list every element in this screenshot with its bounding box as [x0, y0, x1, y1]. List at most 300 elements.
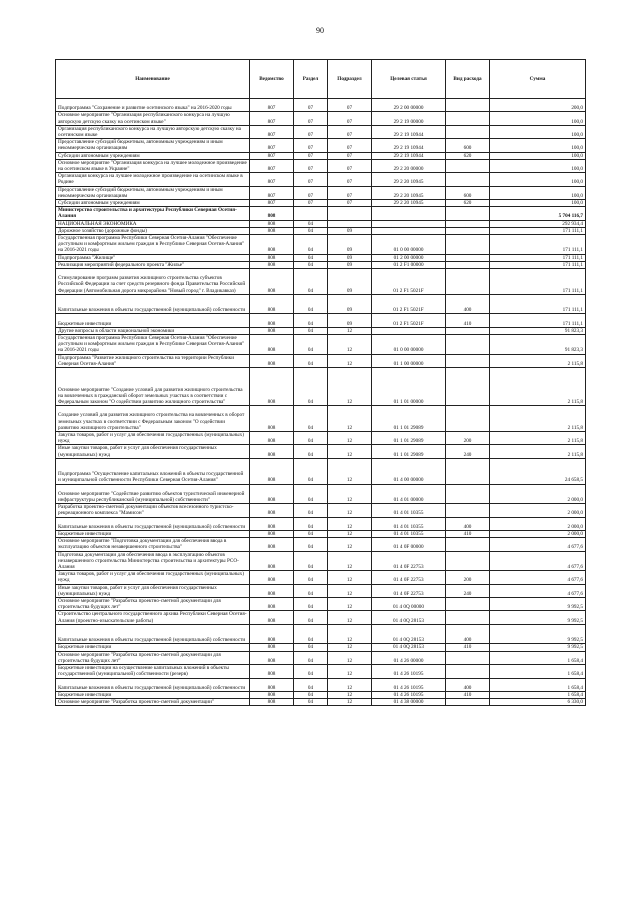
- cell-target: 29 2 20 00000: [372, 159, 446, 172]
- table-row: [56, 152, 586, 159]
- cell-exp-type: [446, 551, 490, 571]
- cell-target: 01 4 0F 22753: [372, 584, 446, 597]
- table-row: [56, 159, 586, 172]
- cell-exp-type: 200: [446, 432, 490, 445]
- table-row: [56, 235, 586, 255]
- cell-dept: 808: [250, 354, 294, 367]
- cell-amount: 171 111,1: [490, 261, 586, 268]
- cell-amount: 2 000,0: [490, 504, 586, 517]
- cell-section: 07: [294, 186, 328, 199]
- cell-subsection: 12: [328, 368, 372, 406]
- cell-exp-type: [446, 235, 490, 255]
- cell-target: 01 4 38 00000: [372, 699, 446, 706]
- table-row: [56, 406, 586, 432]
- cell-section: 04: [294, 432, 328, 445]
- table-row: [56, 269, 586, 295]
- cell-amount: 100,0: [490, 139, 586, 152]
- cell-amount: 100,0: [490, 173, 586, 186]
- cell-exp-type: [446, 261, 490, 268]
- cell-section: 04: [294, 254, 328, 261]
- cell-dept: 808: [250, 406, 294, 432]
- header-section: Раздел: [294, 60, 328, 99]
- cell-section: 04: [294, 368, 328, 406]
- cell-name: Закупка товаров, работ и услуг для обеспечения государственных (муниципальных) нужд: [56, 432, 250, 445]
- table-row: [56, 207, 586, 220]
- table-row: [56, 678, 586, 691]
- table-row: [56, 432, 586, 445]
- cell-dept: 808: [250, 551, 294, 571]
- cell-section: 04: [294, 651, 328, 664]
- cell-amount: 2 115,8: [490, 354, 586, 367]
- cell-section: 04: [294, 335, 328, 355]
- cell-exp-type: [446, 665, 490, 678]
- cell-section: 04: [294, 504, 328, 517]
- cell-dept: 808: [250, 598, 294, 611]
- cell-subsection: 07: [328, 152, 372, 159]
- cell-exp-type: 200: [446, 571, 490, 584]
- cell-exp-type: 410: [446, 314, 490, 327]
- cell-section: 07: [294, 139, 328, 152]
- cell-subsection: 12: [328, 335, 372, 355]
- cell-subsection: 12: [328, 584, 372, 597]
- cell-exp-type: [446, 335, 490, 355]
- cell-name: Создание условий для развития жилищного строительства на вовлеченных в оборот земельных участках в соответствии с Федеральным законом "О содействии развитию жилищного строительства": [56, 406, 250, 432]
- cell-name: Основное мероприятие "Создание условий для развития жилищного строительства на вовлеченных в гражданский оборот земельных участках в соответствии с Федеральным законом "О содействии развитию жилищного строительства": [56, 368, 250, 406]
- cell-subsection: 12: [328, 699, 372, 706]
- cell-amount: 6 330,0: [490, 699, 586, 706]
- header-name: Наименование: [56, 60, 250, 99]
- cell-exp-type: [446, 484, 490, 504]
- cell-amount: 2 000,0: [490, 531, 586, 538]
- table-row: [56, 458, 586, 484]
- cell-subsection: [328, 207, 372, 220]
- cell-name: Закупка товаров, работ и услуг для обеспечения государственных (муниципальных) нужд: [56, 571, 250, 584]
- cell-dept: 808: [250, 571, 294, 584]
- table-row: [56, 611, 586, 624]
- cell-dept: 808: [250, 235, 294, 255]
- cell-amount: 9 992,5: [490, 644, 586, 651]
- cell-exp-type: [446, 207, 490, 220]
- cell-section: 07: [294, 173, 328, 186]
- cell-dept: 808: [250, 458, 294, 484]
- cell-target: 01 4 0Q 00000: [372, 598, 446, 611]
- cell-target: 01 0 00 00000: [372, 235, 446, 255]
- cell-dept: 808: [250, 432, 294, 445]
- cell-section: 04: [294, 538, 328, 551]
- cell-target: 01 1 01 00000: [372, 368, 446, 406]
- cell-exp-type: [446, 368, 490, 406]
- cell-subsection: 12: [328, 665, 372, 678]
- cell-exp-type: 240: [446, 584, 490, 597]
- table-row: [56, 200, 586, 207]
- cell-target: 01 4 0F 22753: [372, 571, 446, 584]
- table-row: [56, 368, 586, 406]
- cell-dept: 807: [250, 173, 294, 186]
- cell-target: [372, 207, 446, 220]
- cell-exp-type: 620: [446, 200, 490, 207]
- cell-amount: 171 111,1: [490, 235, 586, 255]
- cell-name: Бюджетные инвестиции: [56, 691, 250, 698]
- cell-subsection: 09: [328, 254, 372, 261]
- cell-amount: 1 658,4: [490, 691, 586, 698]
- cell-dept: 808: [250, 691, 294, 698]
- cell-section: 04: [294, 354, 328, 367]
- cell-dept: 807: [250, 112, 294, 125]
- table-row: [56, 173, 586, 186]
- cell-name: Строительство центрального государственного архива Республики Северная Осетия-Алания (проектно-изыскательские работы): [56, 611, 250, 624]
- cell-amount: 2 115,8: [490, 406, 586, 432]
- cell-subsection: 12: [328, 432, 372, 445]
- cell-dept: 808: [250, 207, 294, 220]
- header-amount: Сумма: [490, 60, 586, 99]
- cell-subsection: [328, 220, 372, 227]
- cell-section: 04: [294, 584, 328, 597]
- cell-subsection: 12: [328, 571, 372, 584]
- cell-exp-type: 400: [446, 624, 490, 644]
- budget-table: [55, 59, 586, 706]
- cell-subsection: 12: [328, 484, 372, 504]
- table-row: [56, 125, 586, 138]
- cell-target: 01 4 26 00000: [372, 651, 446, 664]
- cell-subsection: 12: [328, 651, 372, 664]
- cell-amount: 171 111,1: [490, 254, 586, 261]
- cell-exp-type: [446, 699, 490, 706]
- cell-name: Основное мероприятие "Содействие развитию объектов туристической инженерной инфраструктуры республиканской (муниципальной) собственности": [56, 484, 250, 504]
- cell-exp-type: 410: [446, 691, 490, 698]
- cell-target: 29 2 19 00000: [372, 112, 446, 125]
- cell-exp-type: [446, 254, 490, 261]
- cell-section: 04: [294, 644, 328, 651]
- cell-name: Основное мероприятие "Разработка проектно-сметной документации для строительства будущих лет": [56, 598, 250, 611]
- cell-amount: 1 658,4: [490, 665, 586, 678]
- cell-section: 04: [294, 327, 328, 334]
- cell-subsection: 12: [328, 458, 372, 484]
- cell-amount: 2 115,8: [490, 445, 586, 458]
- table-row: [56, 665, 586, 678]
- cell-subsection: 07: [328, 200, 372, 207]
- cell-exp-type: [446, 159, 490, 172]
- cell-target: 29 2 19 10944: [372, 152, 446, 159]
- table-row: [56, 186, 586, 199]
- cell-name: Бюджетные инвестиции: [56, 314, 250, 327]
- cell-target: 01 2 00 00000: [372, 254, 446, 261]
- cell-amount: 1 658,4: [490, 678, 586, 691]
- cell-subsection: 09: [328, 269, 372, 295]
- cell-name: Организация конкурса на лучшее молодежное произведение на осетинском языке в Родине: [56, 173, 250, 186]
- cell-dept: 808: [250, 445, 294, 458]
- cell-section: 04: [294, 571, 328, 584]
- cell-subsection: 09: [328, 261, 372, 268]
- cell-amount: 100,0: [490, 152, 586, 159]
- cell-amount: 2 115,8: [490, 432, 586, 445]
- cell-amount: 100,0: [490, 112, 586, 125]
- cell-amount: 100,0: [490, 159, 586, 172]
- cell-name: Предоставление субсидий бюджетным, автономным учреждениям и иным некоммерческим организациям: [56, 139, 250, 152]
- cell-dept: 807: [250, 152, 294, 159]
- table-row: [56, 651, 586, 664]
- cell-subsection: 07: [328, 125, 372, 138]
- cell-exp-type: 240: [446, 445, 490, 458]
- header-exp-type: Вид расхода: [446, 60, 490, 99]
- cell-dept: 808: [250, 368, 294, 406]
- cell-dept: 808: [250, 254, 294, 261]
- table-row: [56, 517, 586, 530]
- cell-section: 04: [294, 611, 328, 624]
- cell-dept: 808: [250, 644, 294, 651]
- header-subsection: Подраздел: [328, 60, 372, 99]
- cell-exp-type: 620: [446, 152, 490, 159]
- cell-section: 07: [294, 99, 328, 112]
- cell-section: 04: [294, 261, 328, 268]
- cell-name: Подготовка документации для обеспечения ввода в эксплуатацию объектов незавершенного строительства Министерства строительства и архитектуры РСО-Алания: [56, 551, 250, 571]
- cell-name: Государственная программа Республики Северная Осетия-Алания "Обеспечение доступным и комфортным жильем граждан в Республике Северная Осетия-Алания" на 2016-2021 годы: [56, 235, 250, 255]
- cell-target: 01 1 01 29089: [372, 406, 446, 432]
- cell-dept: 808: [250, 699, 294, 706]
- cell-amount: 9 992,5: [490, 611, 586, 624]
- cell-amount: 171 111,1: [490, 227, 586, 234]
- cell-name: Бюджетные инвестиции: [56, 531, 250, 538]
- table-row: [56, 504, 586, 517]
- cell-amount: 171 111,1: [490, 314, 586, 327]
- cell-name: Иные закупки товаров, работ и услуг для обеспечения государственных (муниципальных) нужд: [56, 445, 250, 458]
- cell-dept: 807: [250, 125, 294, 138]
- cell-exp-type: [446, 354, 490, 367]
- cell-amount: 24 658,5: [490, 458, 586, 484]
- cell-subsection: 09: [328, 314, 372, 327]
- cell-target: 01 0 00 00000: [372, 335, 446, 355]
- cell-subsection: 09: [328, 227, 372, 234]
- table-row: [56, 584, 586, 597]
- cell-dept: 808: [250, 504, 294, 517]
- cell-subsection: 07: [328, 99, 372, 112]
- cell-amount: 9 992,5: [490, 624, 586, 644]
- cell-section: 04: [294, 691, 328, 698]
- cell-name: Организация республиканского конкурса на лучшую авторскую детскую сказку на осетинском языке: [56, 125, 250, 138]
- table-row: [56, 139, 586, 152]
- cell-dept: 808: [250, 314, 294, 327]
- cell-dept: 808: [250, 538, 294, 551]
- table-row: [56, 624, 586, 644]
- cell-subsection: 12: [328, 678, 372, 691]
- cell-dept: 808: [250, 227, 294, 234]
- header-dept: Ведомство: [250, 60, 294, 99]
- cell-exp-type: [446, 220, 490, 227]
- cell-target: 01 4 0Q 28153: [372, 644, 446, 651]
- cell-target: 01 4 01 10355: [372, 504, 446, 517]
- cell-name: Подпрограмма "Сохранение и развитие осетинского языка" на 2016-2020 годы: [56, 99, 250, 112]
- cell-dept: 808: [250, 484, 294, 504]
- cell-dept: 807: [250, 139, 294, 152]
- cell-subsection: 07: [328, 159, 372, 172]
- table-row: [56, 571, 586, 584]
- cell-target: [372, 227, 446, 234]
- cell-amount: 171 111,1: [490, 269, 586, 295]
- header-target: Целевая статья: [372, 60, 446, 99]
- cell-name: Капитальные вложения в объекты государственной (муниципальной) собственности: [56, 517, 250, 530]
- cell-name: Другие вопросы в области национальной экономики: [56, 327, 250, 334]
- cell-section: 04: [294, 531, 328, 538]
- cell-subsection: 12: [328, 354, 372, 367]
- cell-section: 07: [294, 200, 328, 207]
- cell-target: 01 1 00 00000: [372, 354, 446, 367]
- table-row: [56, 598, 586, 611]
- cell-dept: 808: [250, 531, 294, 538]
- cell-section: 04: [294, 598, 328, 611]
- cell-amount: 91 823,3: [490, 335, 586, 355]
- cell-dept: 807: [250, 200, 294, 207]
- cell-name: Подпрограмма "Жилище": [56, 254, 250, 261]
- cell-target: 01 2 F1 5021F: [372, 294, 446, 314]
- cell-name: Министерство строительства и архитектуры Республики Северная Осетия-Алания: [56, 207, 250, 220]
- cell-target: 01 4 26 10195: [372, 678, 446, 691]
- cell-dept: 807: [250, 159, 294, 172]
- cell-section: 04: [294, 699, 328, 706]
- cell-section: 04: [294, 227, 328, 234]
- cell-subsection: 07: [328, 186, 372, 199]
- cell-exp-type: [446, 598, 490, 611]
- cell-exp-type: 400: [446, 678, 490, 691]
- cell-target: 29 2 20 10945: [372, 173, 446, 186]
- cell-name: Капитальные вложения в объекты государственной (муниципальной) собственности: [56, 624, 250, 644]
- cell-dept: 808: [250, 220, 294, 227]
- cell-amount: 100,0: [490, 125, 586, 138]
- cell-subsection: 09: [328, 235, 372, 255]
- cell-amount: 171 111,1: [490, 294, 586, 314]
- cell-target: 01 2 F1 00000: [372, 261, 446, 268]
- cell-target: 29 2 20 10945: [372, 200, 446, 207]
- cell-section: 04: [294, 235, 328, 255]
- cell-target: 01 4 01 10355: [372, 531, 446, 538]
- cell-subsection: 12: [328, 538, 372, 551]
- cell-name: Субсидии автономным учреждениям: [56, 200, 250, 207]
- cell-target: 01 4 0F 22753: [372, 551, 446, 571]
- table-row: [56, 254, 586, 261]
- cell-name: Бюджетные инвестиции: [56, 644, 250, 651]
- table-row: [56, 445, 586, 458]
- cell-section: 04: [294, 517, 328, 530]
- cell-dept: 808: [250, 517, 294, 530]
- cell-target: 01 4 0Q 28153: [372, 611, 446, 624]
- cell-name: Разработка проектно-сметной документации объектов всесезонного туристско-рекреационного комплекса "Мамисон": [56, 504, 250, 517]
- cell-exp-type: [446, 406, 490, 432]
- cell-exp-type: [446, 538, 490, 551]
- table-body: [56, 99, 586, 706]
- cell-name: Капитальные вложения в объекты государственной (муниципальной) собственности: [56, 678, 250, 691]
- cell-name: Капитальные вложения в объекты государственной (муниципальной) собственности: [56, 294, 250, 314]
- table-row: [56, 484, 586, 504]
- table-row: [56, 538, 586, 551]
- cell-exp-type: [446, 458, 490, 484]
- cell-exp-type: 600: [446, 139, 490, 152]
- cell-name: Реализация мероприятий федерального проекта "Жилье": [56, 261, 250, 268]
- cell-section: 04: [294, 445, 328, 458]
- cell-subsection: 12: [328, 644, 372, 651]
- table-row: [56, 354, 586, 367]
- cell-exp-type: [446, 651, 490, 664]
- cell-exp-type: [446, 173, 490, 186]
- cell-section: 04: [294, 551, 328, 571]
- cell-amount: 200,0: [490, 99, 586, 112]
- cell-section: 04: [294, 220, 328, 227]
- cell-amount: 2 000,0: [490, 484, 586, 504]
- cell-section: 07: [294, 112, 328, 125]
- cell-amount: 2 115,8: [490, 368, 586, 406]
- table-row: [56, 227, 586, 234]
- cell-exp-type: [446, 327, 490, 334]
- cell-target: 29 2 20 10945: [372, 186, 446, 199]
- table-header-row: [56, 60, 586, 99]
- cell-dept: 808: [250, 584, 294, 597]
- cell-name: Основное мероприятие "Разработка проектно-сметной документации для строительства будущих лет": [56, 651, 250, 664]
- page-number: 90: [316, 26, 324, 35]
- cell-amount: 2 000,0: [490, 517, 586, 530]
- cell-section: 04: [294, 314, 328, 327]
- cell-target: 01 4 01 00000: [372, 484, 446, 504]
- cell-dept: 808: [250, 678, 294, 691]
- cell-exp-type: [446, 112, 490, 125]
- cell-amount: 91 823,3: [490, 327, 586, 334]
- cell-subsection: 07: [328, 112, 372, 125]
- cell-section: 04: [294, 484, 328, 504]
- cell-section: 07: [294, 152, 328, 159]
- cell-exp-type: 600: [446, 186, 490, 199]
- cell-subsection: 12: [328, 611, 372, 624]
- table-row: [56, 551, 586, 571]
- cell-target: 29 2 19 10944: [372, 139, 446, 152]
- cell-subsection: 12: [328, 504, 372, 517]
- cell-subsection: 12: [328, 531, 372, 538]
- cell-exp-type: [446, 227, 490, 234]
- cell-section: 04: [294, 665, 328, 678]
- cell-dept: 808: [250, 624, 294, 644]
- cell-section: [294, 207, 328, 220]
- cell-section: 04: [294, 269, 328, 295]
- cell-name: Основное мероприятие "Подготовка документации для обеспечения ввода в эксплуатацию объектов незавершенного строительства": [56, 538, 250, 551]
- cell-name: Основное мероприятие "Разработка проектно-сметной документации": [56, 699, 250, 706]
- cell-name: Основное мероприятие "Организация конкурса на лучшее молодежное произведение на осетинском языке в Украине": [56, 159, 250, 172]
- table-row: [56, 699, 586, 706]
- cell-name: Бюджетные инвестиции на осуществление капитальных вложений в объекты государственной (муниципальной) собственности (резерв): [56, 665, 250, 678]
- cell-amount: 4 677,6: [490, 551, 586, 571]
- cell-section: 07: [294, 159, 328, 172]
- cell-name: НАЦИОНАЛЬНАЯ ЭКОНОМИКА: [56, 220, 250, 227]
- cell-amount: 100,0: [490, 186, 586, 199]
- table-row: [56, 261, 586, 268]
- cell-name: Стимулирование программ развития жилищного строительства субъектов Российской Федерации за счет средств резервного фонда Правительства Российской Федерации (Автомобильная дорога микрорайона "Новый город" г. Владикавказ): [56, 269, 250, 295]
- cell-target: 01 2 F1 5021F: [372, 314, 446, 327]
- cell-target: 01 4 0Q 28153: [372, 624, 446, 644]
- cell-subsection: 09: [328, 294, 372, 314]
- cell-exp-type: [446, 125, 490, 138]
- cell-dept: 808: [250, 294, 294, 314]
- cell-name: Подпрограмма "Осуществление капитальных вложений в объекты государственной и муниципальной собственности Республики Северная Осетия-Алания": [56, 458, 250, 484]
- cell-dept: 808: [250, 335, 294, 355]
- cell-subsection: 07: [328, 139, 372, 152]
- cell-name: Дорожное хозяйство (дорожные фонды): [56, 227, 250, 234]
- cell-dept: 807: [250, 99, 294, 112]
- cell-section: 04: [294, 458, 328, 484]
- table-row: [56, 335, 586, 355]
- cell-amount: 100,0: [490, 200, 586, 207]
- table-row: [56, 220, 586, 227]
- cell-name: Субсидии автономным учреждениям: [56, 152, 250, 159]
- cell-subsection: 12: [328, 691, 372, 698]
- cell-dept: 808: [250, 665, 294, 678]
- cell-amount: 4 677,6: [490, 538, 586, 551]
- cell-name: Основное мероприятие "Организация республиканского конкурса на лучшую авторскую детскую сказку на осетинском языке": [56, 112, 250, 125]
- cell-target: 01 1 01 29089: [372, 445, 446, 458]
- cell-dept: 808: [250, 327, 294, 334]
